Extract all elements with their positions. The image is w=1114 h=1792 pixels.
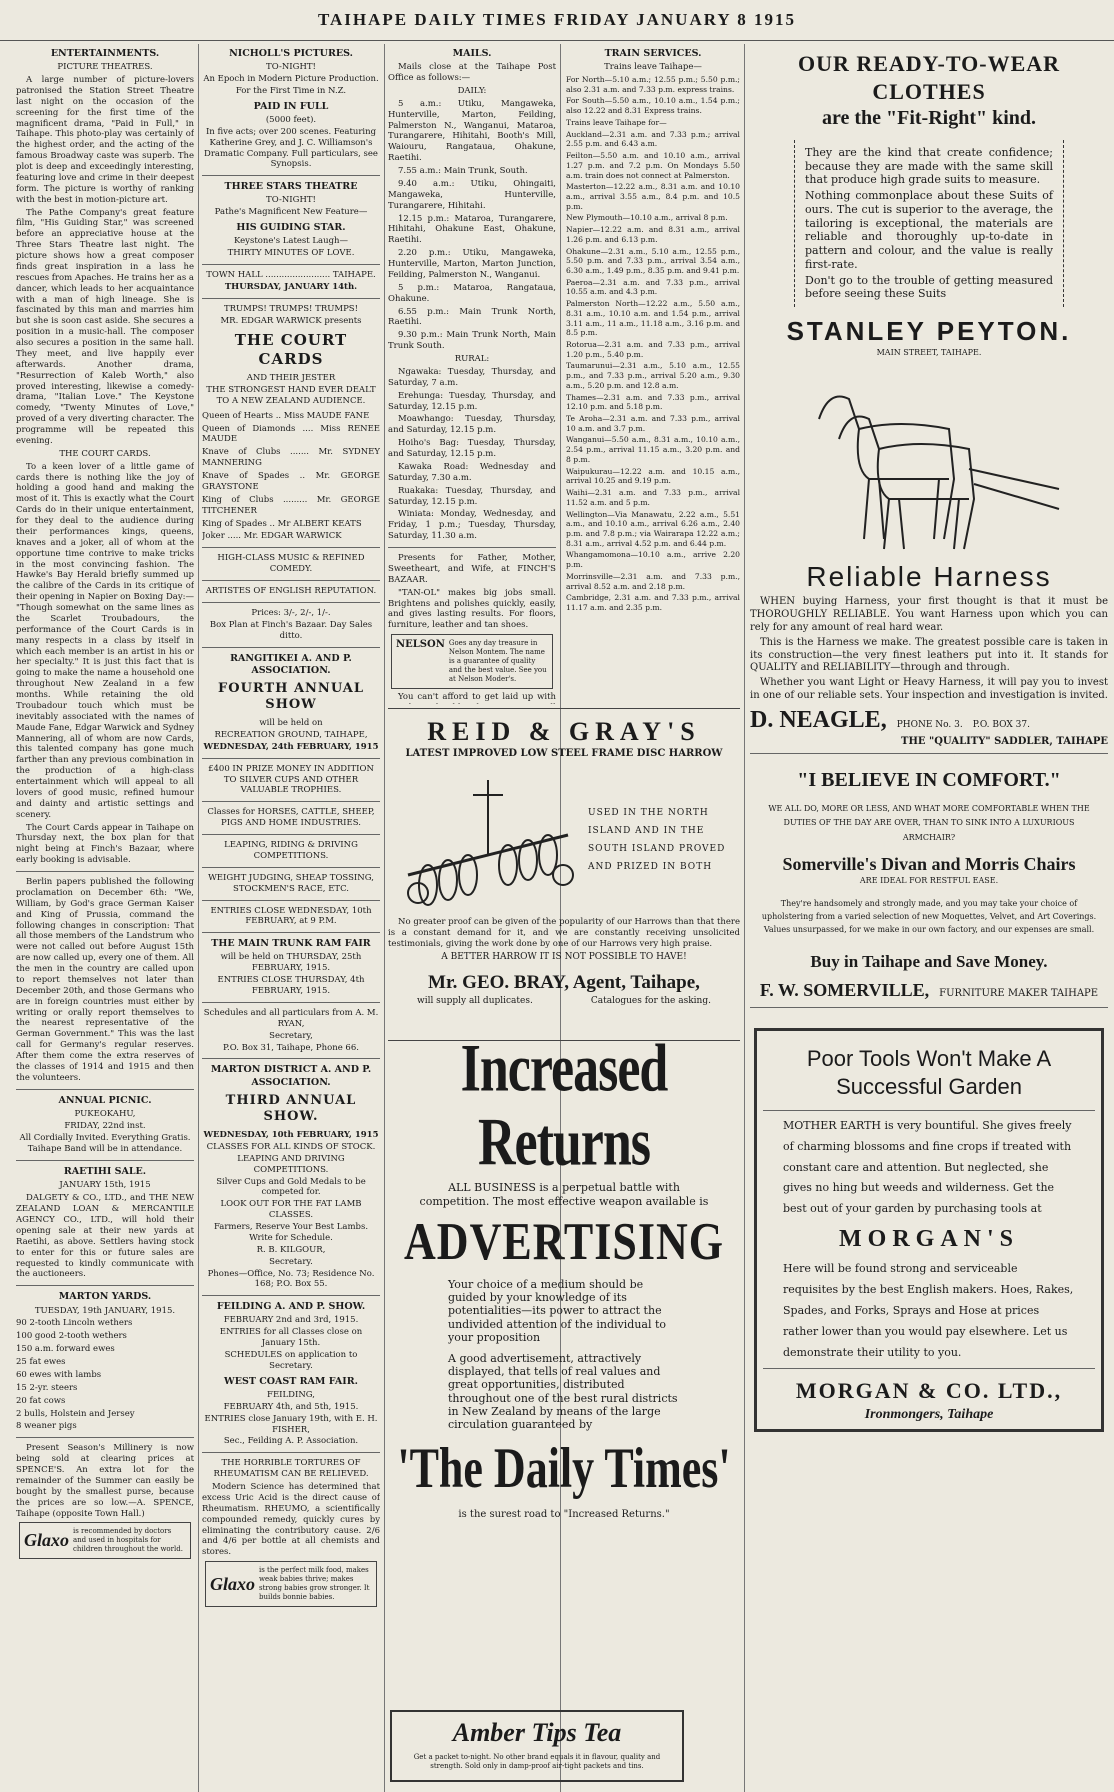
stock-item: 25 fat ewes — [16, 1357, 66, 1367]
notice-line: TO-NIGHT! — [266, 62, 316, 73]
notice-line: Prices: 3/-, 2/-, 1/-. — [251, 607, 331, 618]
divider — [202, 867, 380, 868]
divider — [16, 871, 194, 872]
notice-line: WEDNESDAY, 10th FEBRUARY, 1915 — [203, 1130, 379, 1141]
notice-line: Schedules and all particulars from A. M. RYAN, — [203, 1007, 379, 1029]
notice-line: An Epoch in Modern Picture Production. — [203, 74, 379, 85]
ad-text: Goes any day treasure in Nelson Montem. The name is a guarantee of quality and the best value. See you at Nelson Moder's. — [448, 639, 547, 683]
notice-line: Phones—Office, No. 73; Residence No. 168; P.O. Box 55. — [207, 1268, 375, 1290]
notice-line: FEBRUARY 2nd and 3rd, 1915. — [223, 1315, 359, 1326]
article-text: The Court Cards appear in Taihape on Thursday next, the box plan for that night being at Finch's Bazaar, where early booking is advisable. — [16, 822, 194, 866]
divider — [202, 602, 380, 603]
ad-text: Whether you want Light or Heavy Harness, it will pay you to invest in one of our reliable sets. Your inspection and investigation is invited. — [750, 677, 1108, 702]
cast-item: Knave of Spades .. Mr. GEORGE GRAYSTONE — [202, 471, 380, 492]
notice-line: FEBRUARY 4th, and 5th, 1915. — [223, 1401, 359, 1412]
heading: ENTERTAINMENTS. — [50, 48, 160, 59]
divider — [16, 1437, 194, 1438]
film-title: HIS GUIDING STAR. — [236, 222, 346, 234]
divider — [202, 834, 380, 835]
notice-line: Classes for HORSES, CATTLE, SHEEP, PIGS AND HOME INDUSTRIES. — [207, 807, 375, 829]
train-item: Waihi—2.31 a.m. and 7.33 p.m., arrival 11.52 a.m. and 5 p.m. — [566, 488, 740, 507]
notice-line: DAILY: — [457, 85, 487, 96]
ad-text: They're handsomely and strongly made, and you may take your choice of upholstering from a varied selection of new Moquettes, Velvet, and Art Coverings. Values unsurpassed, for we make in our own factory, and our expenses are small. — [761, 899, 1097, 934]
train-item: Palmerston North—12.22 a.m., 5.50 a.m., 8.31 a.m., 10.10 a.m. and 1.54 p.m., arrival 3.11 a.m., 11 a.m., 11.18 a.m., 3.16 p.m. and 8.5 p.m. — [566, 299, 740, 338]
article-text: Hoiho's Bag: Tuesday, Thursday, and Saturday, 12.15 p.m. — [388, 438, 556, 460]
notice-line: Pathe's Magnificent New Feature— — [214, 207, 368, 218]
divider — [202, 1295, 380, 1296]
divider — [202, 547, 380, 548]
notice-line: TO-NIGHT! — [266, 195, 316, 206]
notice-line: JANUARY 15th, 1915 — [59, 1180, 151, 1191]
article-text: The Pathe Company's great feature film, "His Guiding Star," was screened before an appreciative house at the Three Stars Theatre last night. The picture shows how a great composer finds great inspiration in a lass he rescues from Apaches. He trains her as a dancer, which leads to her acquaintance with a man of high lineage. She is fascinated by this man and marries him but she is soon cast aside. She secures a position in a music-hall. The composer also secures a position in the same hall. They meet, and live happily ever afterwards. Another drama, "Resurrection of Kaleb Worth," also proved interesting, likewise a comedy-drama, "Italian Love." The Keystone comedy, "Twenty Minutes of Love," proved of a very diverting character. The programme will be repeated this evening. — [16, 207, 194, 446]
divider — [750, 753, 1108, 754]
divider — [202, 1058, 380, 1059]
divider — [202, 647, 380, 648]
ad-text: Catalogues for the asking. — [590, 995, 711, 1006]
notice-line: ENTRIES CLOSE THURSDAY, 4th FEBRUARY, 1915. — [217, 975, 365, 997]
notice-line: LEAPING, RIDING & DRIVING COMPETITIONS. — [224, 840, 358, 861]
heading: ANNUAL PICNIC. — [58, 1094, 152, 1106]
train-item: New Plymouth—10.10 a.m., arrival 8 p.m. — [566, 213, 728, 223]
article-text: To a keen lover of a little game of cards there is nothing like the joy of holding a good hand and making the most of it. This is exactly what the Court Cards do in their unique entertainment, for they deal to the audience during their performances kings, queens, knaves and a joker, all of whom at the opportune time contrive to make tricks in the most convincing fashion. The Hawke's Bay Herald briefly summed up the calibre of the Cards in its critique of their opening in Napier on Boxing Day:— "Though somewhat on the same lines as the Scarlet Troubadours, the performance of the Court Cards is in many respects in a class by itself in which each member is an artist in his or her specialty." It is just this fact that is going to make the name a household one throughout New Zealand in a few months. While retaining the old Troubadour touch which must be inevitably associated with the names of Maude Fane, Edgar Warwick and Sydney Mannering, all of whom are now Cards, this talented company has gone much farther than any previous combination in the production of a high-class entertainment which will appeal to all lovers of good music, refined humour and dainty and artistic settings and scenery. — [16, 461, 194, 820]
cast-list — [202, 411, 380, 543]
column-rule — [744, 44, 745, 1792]
daily-times-headline: 'The Daily Times' — [397, 1436, 731, 1501]
stock-item: 60 ewes with lambs — [16, 1369, 102, 1380]
train-item: Paeroa—2.31 a.m. and 7.33 p.m., arrival 10.55 a.m. and 4.3 p.m. — [566, 277, 740, 297]
article-text: A large number of picture-lovers patronised the Station Street Theatre last night on the occasion of the screening for the first time of the magnificent drama, "Paid in Full," in Taihape. This photo-play was certainly of the highest order, and the acting of the famous Broadway caste was superb. The plot is deep and exceedingly interesting, featuring love and crime in their deepest form. The picture is worthy of ranking with the best in motion-picture art. — [16, 75, 194, 205]
clothes-body — [794, 140, 1064, 307]
article-text: Moawhango: Tuesday, Thursday, and Saturday, 12.15 p.m. — [388, 414, 556, 436]
morgans-ad — [754, 1028, 1104, 1433]
ad-text: is the surest road to "Increased Returns." — [458, 1509, 670, 1521]
ad-text: PHONE No. 3. — [896, 719, 963, 730]
ad-text: MAIN STREET, TAIHAPE. — [876, 348, 982, 358]
train-item: Cambridge, 2.31 a.m. and 7.33 p.m., arrival 11.17 a.m. and 2.35 p.m. — [566, 593, 740, 612]
notice-line: TUESDAY, 19th JANUARY, 1915. — [34, 1305, 176, 1316]
notice-line: ENTRIES CLOSE WEDNESDAY, 10th FEBRUARY, at 9 P.M. — [210, 905, 372, 927]
peyton-name: STANLEY PEYTON. — [786, 316, 1072, 347]
notice-line: (5000 feet). — [265, 114, 317, 125]
heading: NICHOLL'S PICTURES. — [229, 48, 353, 59]
morgans-name: MORGAN'S — [839, 1226, 1019, 1253]
notice-line: ENTRIES for all Classes close on January 15th. — [219, 1327, 363, 1349]
stock-item: 100 good 2-tooth wethers — [16, 1331, 127, 1342]
train-item: Wanganui—5.50 a.m., 8.31 a.m., 10.10 a.m., 2.54 p.m., arrival 11.15 a.m., 3.20 p.m. and 8 p.m. — [566, 435, 740, 464]
divider — [202, 801, 380, 802]
stock-item: 90 2-tooth Lincoln wethers — [16, 1318, 133, 1329]
cast-item: Joker ..... Mr. EDGAR WARWICK — [202, 531, 342, 542]
ad-text: P.O. BOX 37. — [972, 719, 1030, 730]
train-item: Auckland—2.31 a.m. and 7.33 p.m.; arrival 2.55 p.m. and 6.43 a.m. — [566, 129, 740, 149]
ad-text: FURNITURE MAKER TAIHAPE — [939, 987, 1099, 999]
notice-line: Sec., Feilding A. P. Association. — [223, 1436, 359, 1447]
cast-item: King of Clubs ......... Mr. GEORGE TITCHENER — [202, 494, 380, 516]
chairs-headline: Somerville's Divan and Morris Chairs — [782, 854, 1076, 875]
train-list — [566, 75, 740, 613]
article-text: Modern Science has determined that excess Uric Acid is the direct cause of Rheumatism. RHEUMO, a scientifically compounded remedy, quickly cures by eliminating the contributory cause. 2/6 and 4/6 per bottle at all chemists and stores. — [202, 1482, 380, 1558]
notice-line: TOWN HALL ........................ TAIHAPE. — [206, 270, 376, 281]
divider — [202, 1002, 380, 1003]
train-item: Napier—12.22 a.m. and 8.31 a.m., arrival 1.26 p.m. and 6.13 p.m. — [566, 225, 740, 244]
disc-harrow-illustration — [388, 765, 588, 915]
article-text: Berlin papers published the following proclamation on December 6th: "We, William, by God's grace German Kaiser and King of Prussia, command the following changes in conscription: That all those members of the Landstrum who were not called out before August 15th are now called up, every one of them. All the men in the country are called upon to report themselves not later than December 20th, and those Germans who are in foreign countries must either by writing or orally report themselves to the nearest representative of the German Government." This was the last call for Germany's regular reserves. After them come the extra reserves of the classes of 1914 and 1915 and then the volunteers. — [16, 877, 194, 1083]
morgan-co-name: MORGAN & CO. LTD., — [795, 1378, 1063, 1404]
notice-line: R. B. KILGOUR, — [256, 1244, 326, 1255]
notice-line: THE HORRIBLE TORTURES OF RHEUMATISM CAN BE RELIEVED. — [213, 1458, 369, 1480]
article-text: Presents for Father, Mother, Sweetheart, and Wife, at FINCH'S BAZAAR. — [388, 553, 556, 585]
ad-text: Don't go to the trouble of getting measured before seeing these Suits — [805, 273, 1053, 301]
article-text: "TAN-OL" makes big jobs small. Brightens and polishes quickly, easily, and gives lasting results. For floors, furniture, leather and tan shoes. — [388, 587, 556, 631]
notice-line: THE STRONGEST HAND EVER DEALT TO A NEW ZEALAND AUDIENCE. — [206, 384, 376, 406]
notice-line: Farmers, Reserve Your Best Lambs. Write for Schedule. — [213, 1222, 369, 1243]
ad-text: WE ALL DO, MORE OR LESS, AND WHAT MORE COMFORTABLE WHEN THE DUTIES OF THE DAY ARE OVER, THAN TO SINK INTO A LUXURIOUS ARMCHAIR? — [768, 803, 1090, 842]
train-item: Thames—2.31 a.m. and 7.33 p.m., arrival 12.10 p.m. and 5.18 p.m. — [566, 392, 740, 412]
article-text: 7.55 a.m.: Main Trunk, South. — [398, 166, 528, 177]
stock-list — [16, 1318, 194, 1432]
notice-line: For the First Time in N.Z. — [235, 85, 347, 96]
heading: TRAIN SERVICES. — [604, 48, 702, 59]
notice-line: RECREATION GROUND, TAIHAPE, — [214, 729, 368, 740]
divider — [202, 175, 380, 176]
notice-line: WEIGHT JUDGING, SHEAP TOSSING, STOCKMEN'S RACE, ETC. — [208, 872, 374, 894]
notice-line: Keystone's Latest Laugh— — [234, 236, 348, 247]
column-rule — [198, 44, 199, 1792]
heading: RANGITIKEI A. AND P. ASSOCIATION. — [230, 652, 352, 676]
ad-text: MOTHER EARTH is very bountiful. She gives freely of charming blossoms and fine crops if treated with constant care and attention. But neglected, she gives no hing but weeds and wilderness. Get the best out of your garden by purchasing tools at — [783, 1118, 1072, 1216]
increased-returns-headline: Increased Returns — [460, 1040, 668, 1181]
notice-line: Silver Cups and Gold Medals to be competed for. — [216, 1176, 366, 1198]
notice-line: Taihape Band will be in attendance. — [27, 1144, 183, 1155]
ad-text: Here will be found strong and serviceable requisites by the best English makers. Hoes, Rakes, Spades, and Forks, Sprays and Hose at prices rather lower than you would pay elsewhere. Let us demonstrate their utility to you. — [783, 1261, 1074, 1359]
column-ads — [750, 44, 1108, 1788]
masthead: TAIHAPE DAILY TIMES FRIDAY JANUARY 8 1915 — [0, 0, 1114, 41]
stock-item: 20 fat cows — [16, 1395, 66, 1406]
train-item: Trains leave Taihape for— — [566, 117, 667, 127]
stock-item: 150 a.m. forward ewes — [16, 1344, 115, 1355]
article-text: 5 a.m.: Utiku, Mangaweka, Hunterville, Marton, Feilding, Palmerston N., Wanganui, Mataroa, Turangarere, Hihitahi, Booth's Mill, Waiouru, Rangataua, Ohakune, Raetihi. — [388, 98, 556, 164]
article-text: 2.20 p.m.: Utiku, Mangaweka, Hunterville, Marton, Marton Junction, Feilding, Palmerston N., Wanganui. — [388, 248, 556, 280]
notice-line: ENTRIES close January 19th, with E. H. FISHER, — [204, 1413, 378, 1435]
notice-line: P.O. Box 31, Taihape, Phone 66. — [223, 1042, 359, 1053]
subheading: PICTURE THEATRES. — [57, 62, 153, 73]
divider — [202, 758, 380, 759]
notice-line: LOOK OUT FOR THE FAT LAMB CLASSES. — [220, 1199, 362, 1221]
stock-item: 15 2-yr. steers — [16, 1382, 78, 1393]
train-item: Rotorua—2.31 a.m. and 7.33 p.m., arrival 1.20 p.m., 5.40 p.m. — [566, 340, 740, 359]
train-item: Whangamomona—10.10 a.m., arrive 2.20 p.m. — [566, 550, 740, 570]
column-notices — [202, 44, 380, 1788]
article-text: 5 p.m.: Mataroa, Rangataua, Ohakune. — [388, 282, 556, 304]
ad-text: A good advertisement, attractively displayed, that tells of real values and great opportunities, distributed throughout one of the best rural districts in New Zealand by means of the large circulation guaranteed by — [448, 1352, 678, 1431]
clothes-headline: OUR READY-TO-WEAR CLOTHES — [797, 51, 1061, 105]
ad-subhead: LATEST IMPROVED LOW STEEL FRAME DISC HARROW — [405, 748, 723, 760]
notice-line: ARTISTES OF ENGLISH REPUTATION. — [205, 586, 377, 596]
cast-item: Queen of Diamonds .... Miss RENEE MAUDE — [202, 423, 380, 445]
heading: MAILS. — [452, 48, 492, 59]
notice-line: THIRTY MINUTES OF LOVE. — [227, 248, 355, 259]
train-item: Wellington—Via Manawatu, 2.22 a.m., 5.51 a.m., and 10.10 a.m., arrival 6.26 a.m., 2.40 p.m. and 7.8 p.m.; via Wairarapa 12.22 a.m.; 8.31 a.m., arrival 4.52 p.m. and 6.44 p.m. — [566, 509, 740, 548]
show-title: FOURTH ANNUAL SHOW — [218, 680, 364, 713]
divider — [16, 1285, 194, 1286]
amber-tips-logo: Amber Tips Tea — [452, 1718, 622, 1747]
ad-headline: REID & GRAY'S — [427, 717, 701, 746]
notice-line: will be held on THURSDAY, 25th FEBRUARY, 1915. — [220, 952, 362, 974]
train-item: Waipukurau—12.22 a.m. and 10.15 a.m., arrival 10.25 and 9.19 p.m. — [566, 466, 740, 486]
divider — [202, 932, 380, 933]
notice-line: RURAL: — [454, 354, 490, 365]
divider — [202, 580, 380, 581]
heading: FEILDING A. AND P. SHOW. — [216, 1301, 366, 1313]
article-text: Winiata: Monday, Wednesday, and Friday, 1 p.m.; Tuesday, Thursday, Saturday, 11.30 a.m. — [388, 509, 556, 542]
notice-line: Secretary. — [269, 1256, 313, 1267]
ad-text: They are the kind that create confidence; because they are made with the same skill that produce high grade suits to measure. — [805, 145, 1053, 187]
heading: MARTON DISTRICT A. AND P. ASSOCIATION. — [210, 1064, 372, 1088]
notice-line: THURSDAY, JANUARY 14th. — [224, 282, 358, 292]
heading: WEST COAST RAM FAIR. — [224, 1375, 358, 1387]
divider — [763, 1368, 1095, 1369]
train-item: Feilton—5.50 a.m. and 10.10 a.m., arrival 1.27 p.m. and 7.2 p.m. On Mondays 5.50 a.m. train does not connect at Palmerston. — [566, 151, 740, 180]
ad-text: Buy in Taihape and Save Money. — [810, 951, 1048, 971]
nelson-ad — [391, 634, 553, 689]
neagle-name: D. NEAGLE, — [750, 706, 887, 733]
article-text: Ngawaka: Tuesday, Thursday, and Saturday, 7 a.m. — [388, 366, 556, 388]
ad-text: ALL BUSINESS is a perpetual battle with competition. The most effective weapon available is — [419, 1181, 709, 1208]
ad-text: Nothing commonplace about these Suits of ours. The cut is superior to the average, the tailoring is exceptional, the materials are reliable and thoroughly up-to-date in pattern and colour, and the value is really first-rate. — [805, 189, 1053, 271]
notice-line: WEDNESDAY, 24th FEBRUARY, 1915 — [203, 741, 379, 752]
notice-line: will be held on — [259, 718, 323, 729]
court-cards-title: THE COURT CARDS — [234, 330, 348, 368]
ad-text: Ironmongers, Taihape — [864, 1406, 994, 1422]
glaxo-ad — [19, 1522, 191, 1559]
ad-text: This is the Harness we make. The greatest possible care is taken in its construction—the very finest leathers put into it. It stands for QUALITY and RELIABILITY—through and through. — [750, 636, 1108, 674]
notice-line: CLASSES FOR ALL KINDS OF STOCK. — [206, 1141, 376, 1152]
ad-text: No greater proof can be given of the popularity of our Harrows than that there is a constant demand for it, and we are constantly receiving unsolicited testimonials, giving the work done by one of our Harrows very high praise. — [388, 917, 740, 949]
ad-text: WHEN buying Harness, your first thought is that it must be THOROUGHLY RELIABLE. You want Harness upon which you can rely for any amount of real hard wear. — [750, 596, 1108, 634]
harness-headline: Reliable Harness — [806, 560, 1052, 592]
article-text: Kawaka Road: Wednesday and Saturday, 7.30 a.m. — [388, 461, 556, 483]
article-text: Mails close at the Taihape Post Office as follows:— — [388, 62, 556, 84]
notice-line: £400 IN PRIZE MONEY IN ADDITION TO SILVER CUPS AND OTHER VALUABLE TROPHIES. — [208, 763, 374, 796]
divider — [763, 1110, 1095, 1111]
divider — [16, 1089, 194, 1090]
stock-item: 2 bulls, Holstein and Jersey — [16, 1408, 135, 1419]
subheading: PUKEOKAHU, — [74, 1108, 136, 1119]
amber-tips-ad — [390, 1710, 684, 1782]
film-title: PAID IN FULL — [253, 100, 329, 112]
notice-line: Trains leave Taihape— — [604, 62, 702, 73]
ad-text: USED IN THE NORTH ISLAND AND IN THE SOUTH ISLAND PROVED AND PRIZED IN BOTH — [588, 808, 726, 873]
show-title: THIRD ANNUAL SHOW. — [225, 1092, 357, 1125]
train-item: Morrinsville—2.31 a.m. and 7.33 p.m., arrival 8.52 a.m. and 2.18 p.m. — [566, 571, 740, 591]
notice-line: TRUMPS! TRUMPS! TRUMPS! — [223, 303, 359, 314]
divider — [202, 298, 380, 299]
notice-line: HIGH-CLASS MUSIC & REFINED COMEDY. — [217, 553, 365, 575]
ad-text: THE "QUALITY" SADDLER, TAIHAPE — [901, 735, 1108, 747]
heading: RAETIHI SALE. — [63, 1166, 147, 1178]
ad-text: A BETTER HARROW IT IS NOT POSSIBLE TO HAVE! — [441, 951, 687, 962]
notice-line: Box Plan at Finch's Bazaar. Day Sales ditto. — [209, 619, 373, 641]
train-item: Ohakune—2.31 a.m., 5.10 a.m., 12.55 p.m., 5.50 p.m. and 7.33 p.m., arrival 3.54 a.m., 6.30 a.m., 1.49 p.m., 8.35 p.m. and 9.41 p.m. — [566, 246, 740, 275]
cast-item: Knave of Clubs ....... Mr. SYDNEY MANNERING — [202, 447, 380, 469]
article-text: Present Season's Millinery is now being sold at clearing prices at SPENCE'S. An extra lot for the remainder of the Summer can easily be bought by the smallest purse, because the prices are so low.—A. SPENCE, Taihape (opposite Town Hall.) — [16, 1443, 194, 1519]
poor-tools-headline: Poor Tools Won't Make A Successful Garden — [806, 1045, 1052, 1100]
cast-item: King of Spades .. Mr ALBERT KEATS — [202, 518, 362, 529]
column-rule — [384, 44, 385, 1792]
article-text: 9.40 a.m.: Utiku, Ohingaiti, Mangaweka, Hunterville, Turangarere, Hihitahi. — [388, 178, 556, 211]
notice-line: FRIDAY, 22nd inst. — [64, 1120, 146, 1131]
ad-text: is the perfect milk food, makes weak babies thrive; makes strong babies grow stronger. It builds bonnie babies. — [259, 1566, 370, 1602]
comfort-headline: "I BELIEVE IN COMFORT." — [797, 769, 1061, 792]
train-item: Te Aroha—2.31 a.m. and 7.33 p.m., arrival 10 a.m. and 3.7 p.m. — [566, 414, 740, 433]
notice-line: All Cordially Invited. Everything Gratis. — [19, 1132, 191, 1143]
horse-team-illustration — [789, 359, 1069, 559]
notice-line: LEAPING AND DRIVING COMPETITIONS. — [237, 1153, 345, 1175]
subheading: THE COURT CARDS. — [59, 448, 151, 459]
train-item: For North—5.10 a.m.; 12.55 p.m.; 5.50 p.m.; also 2.31 a.m. and 7.33 p.m. express trains. — [566, 75, 740, 94]
glaxo-logo: Glaxo — [24, 1530, 69, 1551]
ad-text: ARE IDEAL FOR RESTFUL EASE. — [859, 876, 999, 886]
divider — [388, 547, 556, 548]
heading: THE MAIN TRUNK RAM FAIR — [211, 938, 371, 950]
column-entertainments — [16, 44, 194, 1788]
article-text: You can't afford to get laid up with — [398, 691, 556, 702]
cast-item: Queen of Hearts .. Miss MAUDE FANE — [202, 410, 370, 421]
advertising-ad — [388, 1040, 740, 1541]
article-text: 6.55 p.m.: Main Trunk North, Raetihi. — [388, 306, 556, 328]
heading: THREE STARS THEATRE — [224, 181, 358, 193]
reid-gray-ad — [388, 708, 740, 1039]
train-item: Taumarunui—2.31 a.m., 5.10 a.m., 12.55 p.m., and 7.33 p.m., arrival 5.20 a.m., 9.30 a.m., 5.20 p.m. and 12.8 a.m. — [566, 361, 740, 390]
glaxo-ad — [205, 1561, 377, 1607]
divider — [750, 1007, 1108, 1008]
advertising-headline: ADVERTISING — [404, 1211, 724, 1271]
ad-text: will supply all duplicates. — [416, 995, 533, 1006]
notice-line: FEILDING, — [267, 1389, 315, 1400]
column-mails — [388, 44, 556, 704]
train-item: For South—5.50 a.m., 10.10 a.m., 1.54 p.m.; also 12.22 and 8.31 Express trains. — [566, 96, 740, 116]
clothes-subhead: are the "Fit-Right" kind. — [821, 107, 1037, 130]
notice-line: MR. EDGAR WARWICK presents — [220, 315, 362, 326]
article-text: Erehunga: Tuesday, Thursday, and Saturday, 12.15 p.m. — [388, 390, 556, 412]
column-trains — [566, 44, 740, 704]
ad-text: Get a packet to-night. No other brand equals it in flavour, quality and strength. Sold only in damp-proof air-tight packets and tins. — [413, 1753, 661, 1771]
ad-text: Your choice of a medium should be guided by your knowledge of its potentialities—its power to attract the undivided attention of the individual to your proposition — [448, 1278, 667, 1344]
notice-line: SCHEDULES on application to Secretary. — [224, 1350, 358, 1371]
article-text: DALGETY & CO., LTD., and THE NEW ZEALAND LOAN & MERCANTILE AGENCY CO., LTD., will hold their opening sale at their new yards at Raetihi, as above. Settlers having stock to enter for this or future sales are requested to kindly communicate with the auctioneers. — [16, 1193, 194, 1280]
divider — [202, 264, 380, 265]
notice-line: AND THEIR JESTER — [246, 373, 336, 383]
notice-line: In five acts; over 200 scenes. Featuring Katherine Grey, and J. C. Williamson's Dramatic Company. Full particulars, see Synopsis. — [204, 126, 378, 170]
glaxo-logo: Glaxo — [210, 1573, 255, 1594]
agent-name: Mr. GEO. BRAY, Agent, Taihape, — [428, 972, 700, 994]
divider — [16, 1160, 194, 1161]
divider — [202, 900, 380, 901]
article-text: Ruakaka: Tuesday, Thursday, and Saturday, 12.15 p.m. — [388, 485, 556, 507]
ad-text: is recommended by doctors and used in hospitals for children throughout the world. — [73, 1527, 183, 1554]
notice-line: Secretary, — [269, 1030, 313, 1041]
stock-item: 8 weaner pigs — [16, 1421, 77, 1432]
heading: MARTON YARDS. — [58, 1291, 152, 1303]
article-text: 12.15 p.m.: Mataroa, Turangarere, Hihitahi, Ohakune East, Ohakune, Raetihi. — [388, 213, 556, 246]
nelson-logo: NELSON — [396, 639, 445, 651]
article-text: 9.30 p.m.: Main Trunk North, Main Trunk South. — [388, 330, 556, 352]
train-item: Masterton—12.22 a.m., 8.31 a.m. and 10.10 a.m., arrival 3.55 a.m., 8.4 p.m. and 10.5 p.m. — [566, 182, 740, 211]
somerville-name: F. W. SOMERVILLE, — [759, 979, 930, 1000]
divider — [202, 1452, 380, 1453]
